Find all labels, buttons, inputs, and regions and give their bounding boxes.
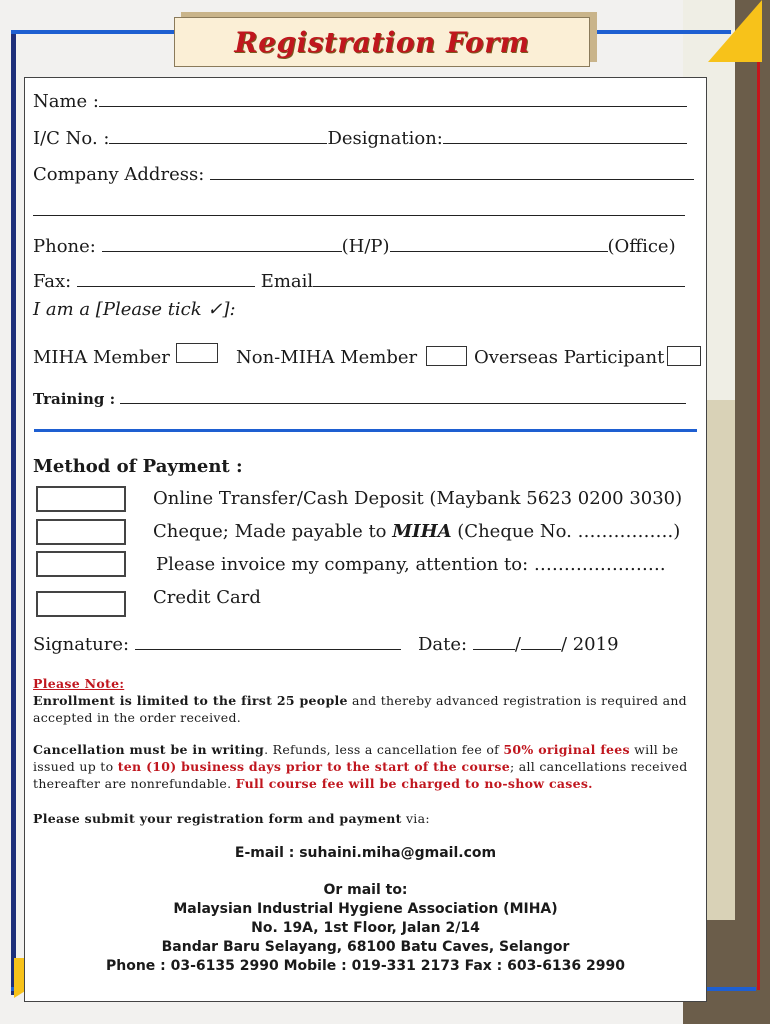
name-field[interactable] <box>99 91 687 107</box>
designation-field[interactable] <box>443 128 687 144</box>
contact-addr1: No. 19A, 1st Floor, Jalan 2/14 <box>251 920 480 936</box>
decor-dark-bar <box>735 0 770 1024</box>
hp-label: (H/P) <box>341 236 390 257</box>
note-enroll-rest: and thereby advanced registration is required and accepted in the order received. <box>33 693 687 725</box>
cancel-red-1: 50% original fees <box>503 742 630 757</box>
payment-cheque-row <box>153 521 680 542</box>
ic-row <box>33 128 687 149</box>
cancel-text-2: will be issued up to <box>33 742 679 774</box>
page-title: Registration Form <box>234 25 530 59</box>
fax-row <box>33 271 685 292</box>
payment-invoice-checkbox[interactable] <box>36 551 126 577</box>
payment-cheque-suffix: (Cheque No. …………….) <box>451 521 681 542</box>
training-label: Training : <box>33 390 116 408</box>
option-non-miha-label: Non-MIHA Member <box>236 347 418 368</box>
date-month-field[interactable] <box>521 634 561 650</box>
submit-rest: via: <box>401 811 430 826</box>
cancel-bold: Cancellation must be in writing <box>33 742 265 757</box>
option-overseas-label: Overseas Participant <box>474 347 665 368</box>
company-field-2[interactable] <box>33 200 685 216</box>
name-label: Name : <box>33 91 99 112</box>
section-divider <box>34 429 697 432</box>
note-block <box>33 675 698 726</box>
payment-online-label: Online Transfer/Cash Deposit (Maybank 5623 0200 3030) <box>153 488 683 509</box>
contact-phones: Phone : 03-6135 2990 Mobile : 019-331 2173 Fax : 603-6136 2990 <box>105 958 625 974</box>
training-field[interactable] <box>120 391 686 404</box>
designation-label: Designation: <box>327 128 443 149</box>
signature-label: Signature: <box>33 634 130 655</box>
payment-credit-checkbox[interactable] <box>36 591 126 617</box>
phone-label: Phone: <box>33 236 96 257</box>
cancel-text-1: . Refunds, less a cancellation fee of <box>264 742 504 757</box>
option-overseas-checkbox[interactable] <box>667 346 701 366</box>
payment-heading: Method of Payment : <box>33 456 243 477</box>
cancel-red-3: Full course fee will be charged to no-show cases. <box>235 776 593 791</box>
company-row <box>33 164 694 185</box>
cancel-text-3: ; all cancellations received thereafter are nonrefundable. <box>33 759 688 791</box>
training-row <box>33 390 686 408</box>
phone-row <box>33 236 676 257</box>
payment-cheque-checkbox[interactable] <box>36 519 126 545</box>
ic-label: I/C No. : <box>33 128 110 149</box>
company-label: Company Address: <box>33 164 205 185</box>
note-cancellation <box>33 741 698 792</box>
ic-field[interactable] <box>109 128 327 144</box>
office-label: (Office) <box>607 236 676 257</box>
date-day-field[interactable] <box>473 634 515 650</box>
contact-org: Malaysian Industrial Hygiene Association (MIHA) <box>173 901 558 917</box>
payment-credit-label: Credit Card <box>153 587 261 608</box>
email-field[interactable] <box>313 271 685 287</box>
tick-prompt: I am a [Please tick ✓]: <box>33 299 236 320</box>
date-year: / 2019 <box>560 634 619 655</box>
contact-mail-to: Or mail to: <box>323 882 408 898</box>
option-miha-checkbox[interactable] <box>176 343 218 363</box>
submit-bold: Please submit your registration form and payment <box>33 811 402 826</box>
phone-office-field[interactable] <box>390 236 608 252</box>
fax-field[interactable] <box>77 271 255 287</box>
signature-row: Signature: Date: / / 2019 <box>33 634 619 655</box>
note-enrollment <box>33 692 698 726</box>
company-field[interactable] <box>210 164 694 180</box>
decor-blue-left <box>11 30 16 995</box>
option-non-miha-checkbox[interactable] <box>426 346 467 366</box>
payment-invoice-label: Please invoice my company, attention to: …………………. <box>156 554 666 575</box>
name-row <box>33 91 687 112</box>
fax-label: Fax: <box>33 271 72 292</box>
contact-addr2: Bandar Baru Selayang, 68100 Batu Caves, Selangor <box>161 939 570 955</box>
contact-email: E-mail : suhaini.miha@gmail.com <box>234 845 497 861</box>
company-row-2 <box>33 200 685 221</box>
note-heading: Please Note: <box>33 676 125 691</box>
decor-red-line <box>757 30 760 990</box>
cancel-red-2: ten (10) business days prior to the start of the course <box>117 759 510 774</box>
title-banner <box>174 17 590 67</box>
option-miha-label: MIHA Member <box>33 347 170 368</box>
note-submit <box>33 810 698 827</box>
payment-cheque-label: Cheque; Made payable to <box>153 521 393 542</box>
payment-online-checkbox[interactable] <box>36 486 126 512</box>
decor-triangle-top-right <box>708 0 762 62</box>
note-enroll-bold: Enrollment is limited to the first 25 people <box>33 693 348 708</box>
date-label: Date: <box>418 634 468 655</box>
signature-field[interactable] <box>135 634 401 650</box>
email-label: Email <box>260 271 314 292</box>
phone-hp-field[interactable] <box>102 236 342 252</box>
payment-cheque-payee: MIHA <box>392 521 452 542</box>
